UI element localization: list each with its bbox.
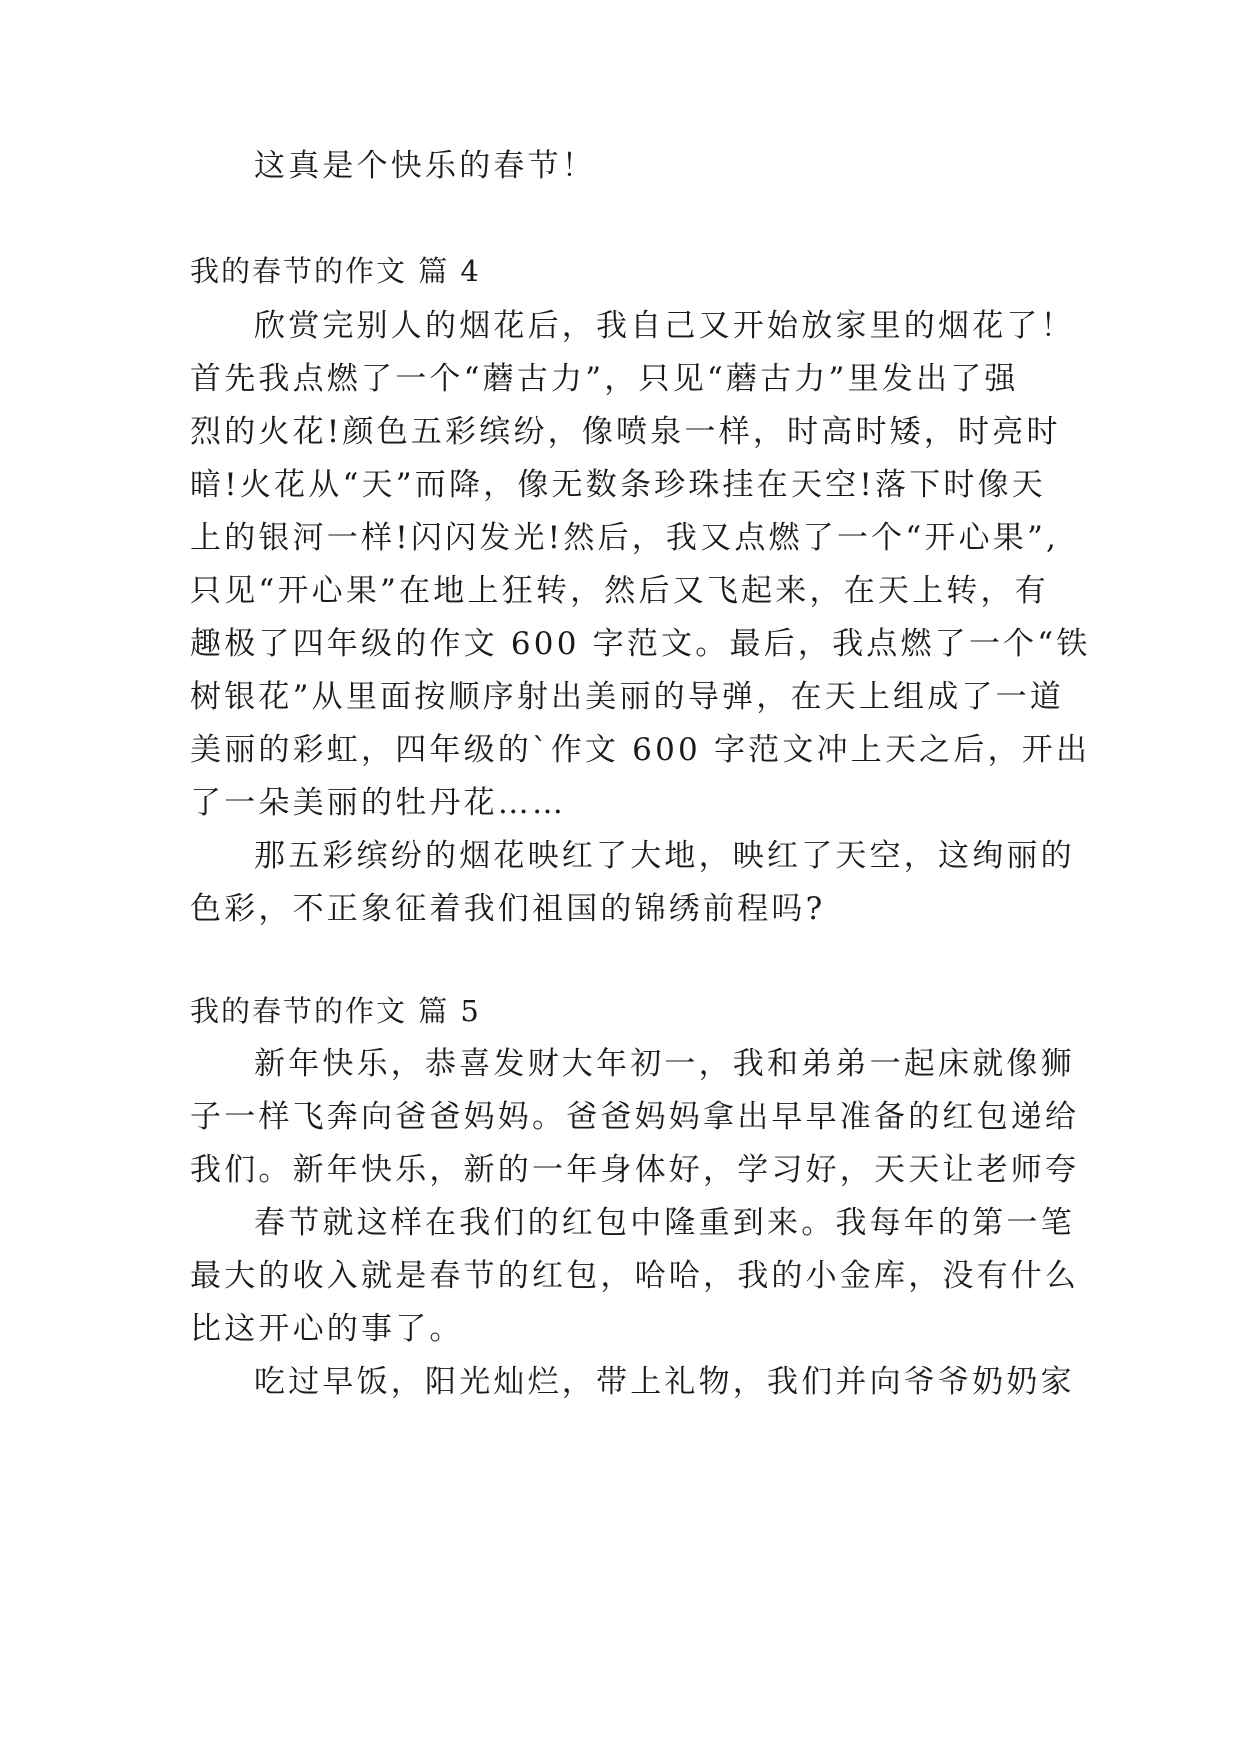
paragraph-line: 了一朵美丽的牡丹花…… bbox=[190, 785, 567, 821]
section-heading: 我的春节的作文 篇 4 bbox=[190, 254, 481, 288]
paragraph-line: 比这开心的事了。 bbox=[190, 1311, 464, 1347]
paragraph-line: 吃过早饭，阳光灿烂，带上礼物，我们并向爷爷奶奶家 bbox=[254, 1364, 1075, 1400]
paragraph-line: 趣极了四年级的作文 600 字范文。最后，我点燃了一个“铁 bbox=[190, 626, 1091, 662]
paragraph-line: 欣赏完别人的烟花后，我自己又开始放家里的烟花了！ bbox=[254, 308, 1075, 344]
paragraph-line: 只见“开心果”在地上狂转，然后又飞起来，在天上转，有 bbox=[190, 573, 1049, 609]
paragraph-line: 那五彩缤纷的烟花映红了大地，映红了天空，这绚丽的 bbox=[254, 838, 1075, 874]
paragraph-line: 美丽的彩虹，四年级的`作文 600 字范文冲上天之后，开出 bbox=[190, 732, 1091, 768]
paragraph-line: 我们。新年快乐，新的一年身体好，学习好，天天让老师夸 bbox=[190, 1152, 1080, 1188]
paragraph-line: 子一样飞奔向爸爸妈妈。爸爸妈妈拿出早早准备的红包递给 bbox=[190, 1099, 1080, 1135]
section-heading: 我的春节的作文 篇 5 bbox=[190, 994, 481, 1028]
paragraph-line: 树银花”从里面按顺序射出美丽的导弹，在天上组成了一道 bbox=[190, 679, 1065, 715]
paragraph-line: 春节就这样在我们的红包中隆重到来。我每年的第一笔 bbox=[254, 1205, 1075, 1241]
paragraph-line: 上的银河一样!闪闪发光!然后，我又点燃了一个“开心果”, bbox=[190, 520, 1060, 556]
paragraph-line: 暗!火花从“天”而降，像无数条珍珠挂在天空!落下时像天 bbox=[190, 467, 1047, 503]
paragraph-line: 首先我点燃了一个“蘑古力”，只见“蘑古力”里发出了强 bbox=[190, 361, 1019, 397]
paragraph-line: 这真是个快乐的春节！ bbox=[254, 148, 596, 184]
paragraph-line: 色彩，不正象征着我们祖国的锦绣前程吗? bbox=[190, 891, 826, 927]
paragraph-line: 烈的火花!颜色五彩缤纷，像喷泉一样，时高时矮，时亮时 bbox=[190, 414, 1061, 450]
paragraph-line: 最大的收入就是春节的红包，哈哈，我的小金库，没有什么 bbox=[190, 1258, 1080, 1294]
paragraph-line: 新年快乐，恭喜发财大年初一，我和弟弟一起床就像狮 bbox=[254, 1046, 1075, 1082]
